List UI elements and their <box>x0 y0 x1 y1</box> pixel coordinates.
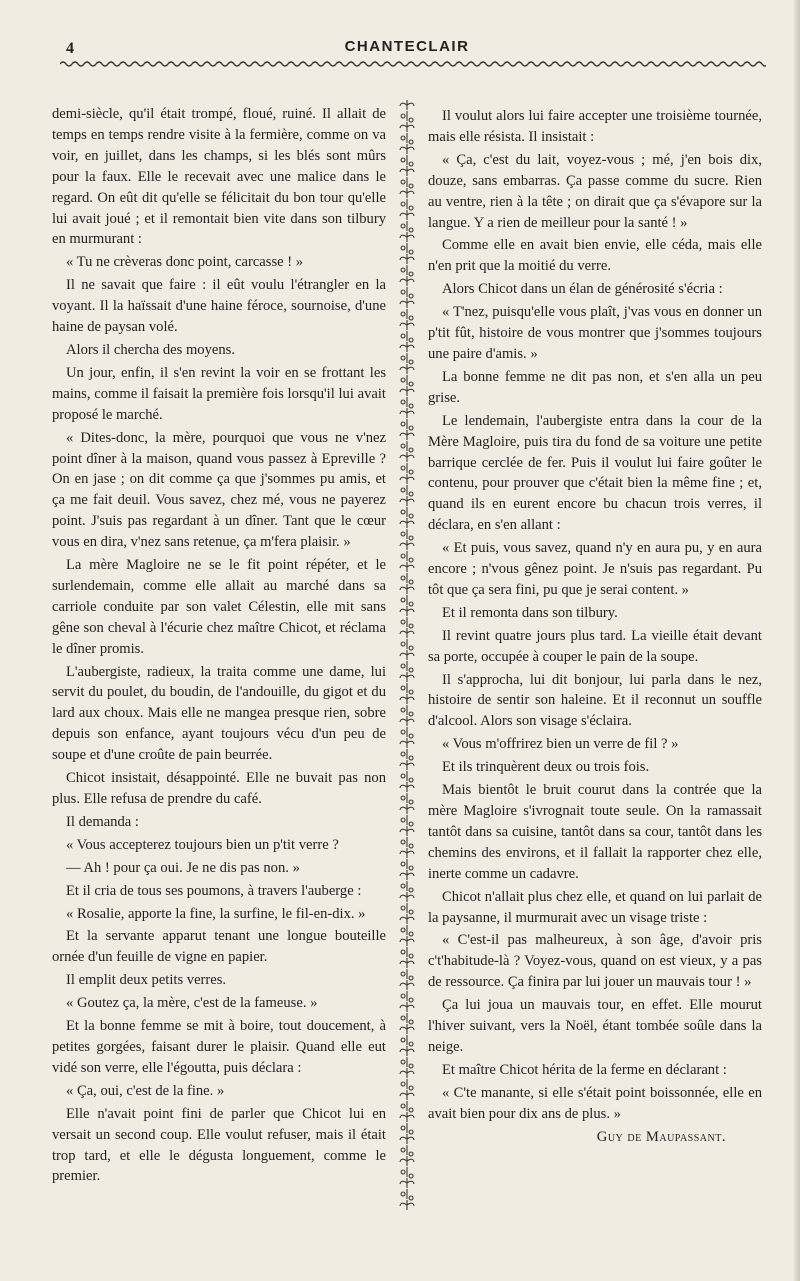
vine-leaf <box>401 199 413 210</box>
vine-leaf <box>400 1090 414 1100</box>
paragraph: L'aubergiste, radieux, la traita comme une dame, lui servit du poulet, du boudin, de l'andouille, du gigot et du lard aux choux. Mais elle ne mangea presque rien, sobre depuis son enfance, ayant toujours vécu d'un peu de soupe et d'une croûte de pain beurrée. <box>52 663 386 764</box>
vine-leaf <box>401 1057 413 1068</box>
vine-leaf <box>401 837 413 848</box>
vine-leaf <box>401 727 413 738</box>
author-signature: Guy de Maupassant. <box>596 1128 726 1145</box>
vine-leaf <box>401 771 413 782</box>
paragraph: Alors il chercha des moyens. <box>66 341 235 358</box>
vine-leaf <box>401 1167 413 1178</box>
vine-leaf <box>400 760 414 770</box>
vine-leaf <box>401 133 413 144</box>
vine-leaf <box>401 155 413 166</box>
vine-leaf <box>401 573 413 584</box>
vine-leaf <box>400 144 414 154</box>
paragraph: Un jour, enfin, il s'en revint la voir en se frottant les mains, comme il faisait la première fois lorsqu'il lui avait proposé le marché. <box>52 364 386 423</box>
paragraph: La bonne femme ne dit pas non, et s'en alla un peu grise. <box>428 368 762 406</box>
vine-leaf <box>401 463 413 474</box>
vine-leaf <box>400 892 414 902</box>
vine-leaf <box>400 650 414 660</box>
vine-leaf <box>400 342 414 352</box>
vine-leaf <box>400 1068 414 1078</box>
paragraph: « Vous accepterez toujours bien un p'tit verre ? <box>66 836 339 853</box>
vine-leaf <box>401 639 413 650</box>
vine-leaf <box>400 166 414 176</box>
vine-leaf <box>401 1189 413 1200</box>
vine-leaf <box>401 925 413 936</box>
vine-leaf <box>400 958 414 968</box>
vine-leaf <box>401 111 413 122</box>
paragraph: Et il cria de tous ses poumons, à travers l'auberge : <box>66 882 362 899</box>
vine-leaf <box>400 100 414 110</box>
vine-leaf <box>401 353 413 364</box>
vine-leaf <box>400 430 414 440</box>
vine-leaf <box>400 210 414 220</box>
vine-leaf <box>400 1046 414 1056</box>
vine-leaf <box>400 1112 414 1122</box>
paragraph: Alors Chicot dans un élan de générosité s'écria : <box>442 281 723 298</box>
vine-leaf <box>400 628 414 638</box>
paragraph: « Goutez ça, la mère, c'est de la fameuse. » <box>66 995 318 1012</box>
paragraph: « C'te manante, si elle s'était point boissonnée, elle en avait bien pour dix ans de plus. » <box>428 1084 762 1122</box>
vine-leaf <box>400 606 414 616</box>
vine-leaf <box>400 1002 414 1012</box>
paragraph: La mère Magloire ne se le fit point répéter, et le surlendemain, comme elle allait au marché dans sa carriole conduite par son valet Célestin, elle mit sans gêne son cheval à l'écurie chez maître Chicot, et réclama le dîner promis. <box>52 557 386 657</box>
paragraph: Il demanda : <box>66 813 139 830</box>
vine-leaf <box>400 584 414 594</box>
vine-leaf <box>401 287 413 298</box>
vine-leaf <box>401 221 413 232</box>
vine-leaf <box>400 672 414 682</box>
vine-leaf <box>400 364 414 374</box>
vine-leaf <box>400 914 414 924</box>
vine-leaf <box>401 177 413 188</box>
paragraph: Et ils trinquèrent deux ou trois fois. <box>442 759 650 776</box>
paragraph: Elle n'avait point fini de parler que Chicot lui en versait un second coup. Elle voulut refuser, mais il était trop tard, et elle le dégusta longuement, comme le premier. <box>52 1105 386 1185</box>
decorative-wavy-rule <box>60 60 766 68</box>
vine-leaf <box>401 1013 413 1024</box>
vine-leaf <box>400 694 414 704</box>
vine-leaf <box>400 232 414 242</box>
right-text-column <box>428 104 762 1148</box>
page-number: 4 <box>66 40 74 57</box>
vine-leaf <box>401 661 413 672</box>
paragraph: Chicot insistait, désappointé. Elle ne buvait pas non plus. Elle refusa de prendre du café. <box>52 770 386 807</box>
paragraph: « Ça, oui, c'est de la fine. » <box>66 1082 225 1099</box>
paragraph: demi-siècle, qu'il était trompé, floué, ruiné. Il allait de temps en temps rendre visite à la fermière, comme on va voir, en juillet, dans les champs, si les blés sont mûrs pour la faux. Elle le recevait avec une malice dans le regard. On eût dit qu'elle se félicitait du bon tour qu'elle lui avait joué ; et il remontait bien vite dans son tilbury en murmurant : <box>52 106 386 248</box>
paragraph: « C'est-il pas malheureux, à son âge, d'avoir pris c't'habitude-là ? Voyez-vous, quand on est vieux, y a pas de ressource. Ça finira par lui jouer un mauvais tour ! » <box>428 932 762 991</box>
vine-leaf <box>400 518 414 528</box>
vine-leaf <box>400 1024 414 1034</box>
vine-leaf <box>400 1200 414 1210</box>
vine-leaf <box>401 815 413 826</box>
paragraph: Et il remonta dans son tilbury. <box>442 604 618 621</box>
vine-leaf <box>401 1123 413 1134</box>
vine-leaf <box>401 441 413 452</box>
paragraph: « Vous m'offrirez bien un verre de fil ? » <box>442 736 679 753</box>
left-text-column <box>52 104 386 1187</box>
vine-leaf <box>400 540 414 550</box>
paragraph: Il emplit deux petits verres. <box>66 972 227 989</box>
vine-leaf <box>400 320 414 330</box>
vine-leaf <box>401 1035 413 1046</box>
vine-leaf <box>401 947 413 958</box>
vine-leaf <box>401 903 413 914</box>
vine-leaf <box>400 738 414 748</box>
vine-leaf <box>400 386 414 396</box>
paragraph: « Tu ne crèveras donc point, carcasse ! » <box>66 254 304 271</box>
paragraph: Et maître Chicot hérita de la ferme en déclarant : <box>442 1061 727 1078</box>
paragraph: Il voulut alors lui faire accepter une troisième tournée, mais elle résista. Il insistait : <box>428 108 762 145</box>
vine-leaf <box>401 375 413 386</box>
vine-leaf <box>401 331 413 342</box>
vine-leaf <box>400 1134 414 1144</box>
vine-leaf <box>401 617 413 628</box>
paragraph: « T'nez, puisqu'elle vous plaît, j'vas vous en donner un p'tit fût, histoire de vous montrer que j'sommes toujours une paire d'amis. » <box>428 304 762 362</box>
paragraph: Il revint quatre jours plus tard. La vieille était devant sa porte, occupée à couper le pain de la soupe. <box>428 627 762 665</box>
vine-leaf <box>401 309 413 320</box>
paragraph: Ça lui joua un mauvais tour, en effet. Elle mourut l'hiver suivant, vers la Noël, étant tombée soûle dans la neige. <box>428 997 762 1055</box>
vine-leaf <box>401 705 413 716</box>
paragraph: « Ça, c'est du lait, voyez-vous ; mé, j'en bois dix, douze, sans embarras. Ça passe comme du sucre. Rien au ventre, rien à la tête ; on dirait que ça s'évapore sur la langue. Y a rien de meilleur pour la santé ! » <box>428 151 762 231</box>
vine-leaf <box>400 936 414 946</box>
vine-leaf <box>400 716 414 726</box>
vine-leaf <box>400 804 414 814</box>
vine-leaf <box>401 991 413 1002</box>
vine-leaf <box>400 870 414 880</box>
vine-leaf <box>401 1079 413 1090</box>
paragraph: « Dites-donc, la mère, pourquoi que vous ne v'nez point dîner à la maison, quand vous passez à Epreville ? On en jase ; on dit comme ça que j'sommes pu amis, et ça me fait deuil. Vous savez, chez mé, vous ne payerez point. J'suis pas regardant à un dîner. Tant que le cœur vous en dira, v'nez sans retenue, ça m'fera plaisir. » <box>52 429 386 551</box>
vine-leaf <box>400 408 414 418</box>
vine-leaf <box>400 826 414 836</box>
paragraph: « Rosalie, apporte la fine, la surfine, le fil-en-dix. » <box>66 905 366 922</box>
vine-leaf <box>400 298 414 308</box>
vine-leaf <box>401 265 413 276</box>
vine-leaf <box>400 1156 414 1166</box>
vine-leaf <box>401 485 413 496</box>
paragraph: Mais bientôt le bruit courut dans la contrée que la mère Magloire s'ivrognait toute seule. On la ramassait tantôt dans sa cuisine, tantôt dans sa cour, tantôt dans les chemins des environs, et il fallait la rapporter chez elle, inerte comme un cadavre. <box>428 782 762 882</box>
vine-leaf <box>400 474 414 484</box>
paragraph: Le lendemain, l'aubergiste entra dans la cour de la Mère Magloire, puis tira du fond de sa voiture une petite barrique cerclée de fer. Puis il voulut lui faire goûter le contenu, pour prouver que c'était bien la même fine ; et, quand ils en eurent encore bu chacun trois verres, il déclara, en s'en allant : <box>428 412 762 534</box>
vine-leaf <box>400 254 414 264</box>
vine-leaf <box>401 1101 413 1112</box>
vine-leaf <box>401 1145 413 1156</box>
vine-leaf <box>401 881 413 892</box>
paragraph: Il ne savait que faire : il eût voulu l'étrangler en la voyant. Il la haïssait d'une haine féroce, sournoise, d'une haine de paysan volé. <box>52 277 386 336</box>
vine-leaf <box>400 276 414 286</box>
vine-leaf <box>400 980 414 990</box>
paragraph: Chicot n'allait plus chez elle, et quand on lui parlait de la paysanne, il murmurait avec un visage triste : <box>428 888 762 926</box>
vine-leaf <box>401 551 413 562</box>
paragraph: — Ah ! pour ça oui. Je ne dis pas non. » <box>66 859 300 876</box>
journal-title: CHANTECLAIR <box>344 38 470 55</box>
paragraph: Comme elle en avait bien envie, elle céda, mais elle n'en prit que la moitié du verre. <box>428 237 762 275</box>
vine-leaf <box>400 188 414 198</box>
vine-leaf <box>401 419 413 430</box>
vine-leaf <box>400 1178 414 1188</box>
vine-leaf <box>401 793 413 804</box>
decorative-vine-divider <box>397 100 417 1220</box>
vine-leaf <box>401 969 413 980</box>
paragraph: Et la servante apparut tenant une longue bouteille ornée d'un feuille de vigne en papier. <box>52 928 386 966</box>
vine-leaf <box>401 529 413 540</box>
vine-leaf <box>401 397 413 408</box>
vine-leaf <box>400 452 414 462</box>
paragraph: « Et puis, vous savez, quand n'y en aura pu, y en aura encore ; n'vous gênez point. Je n'suis pas regardant. Pu tôt que ça sera fini, pu que je serai content. » <box>428 540 762 598</box>
vine-leaf <box>401 243 413 254</box>
paragraph: Il s'approcha, lui dit bonjour, lui parla dans le nez, histoire de sentir son haleine. Et il reconnut un souffle d'alcool. Alors son visage s'éclaira. <box>428 671 762 730</box>
vine-leaf <box>400 562 414 572</box>
vine-leaf <box>400 496 414 506</box>
vine-leaf <box>400 122 414 132</box>
page-edge <box>794 0 800 1281</box>
vine-leaf <box>400 848 414 858</box>
vine-leaf <box>401 749 413 760</box>
paragraph: Et la bonne femme se mit à boire, tout doucement, à petites gorgées, faisant durer le plaisir. Quand elle eut vidé son verre, elle l'égoutta, puis déclara : <box>52 1018 386 1076</box>
vine-leaf <box>401 859 413 870</box>
vine-leaf <box>401 683 413 694</box>
vine-leaf <box>401 595 413 606</box>
vine-leaf <box>401 507 413 518</box>
vine-leaf <box>400 782 414 792</box>
